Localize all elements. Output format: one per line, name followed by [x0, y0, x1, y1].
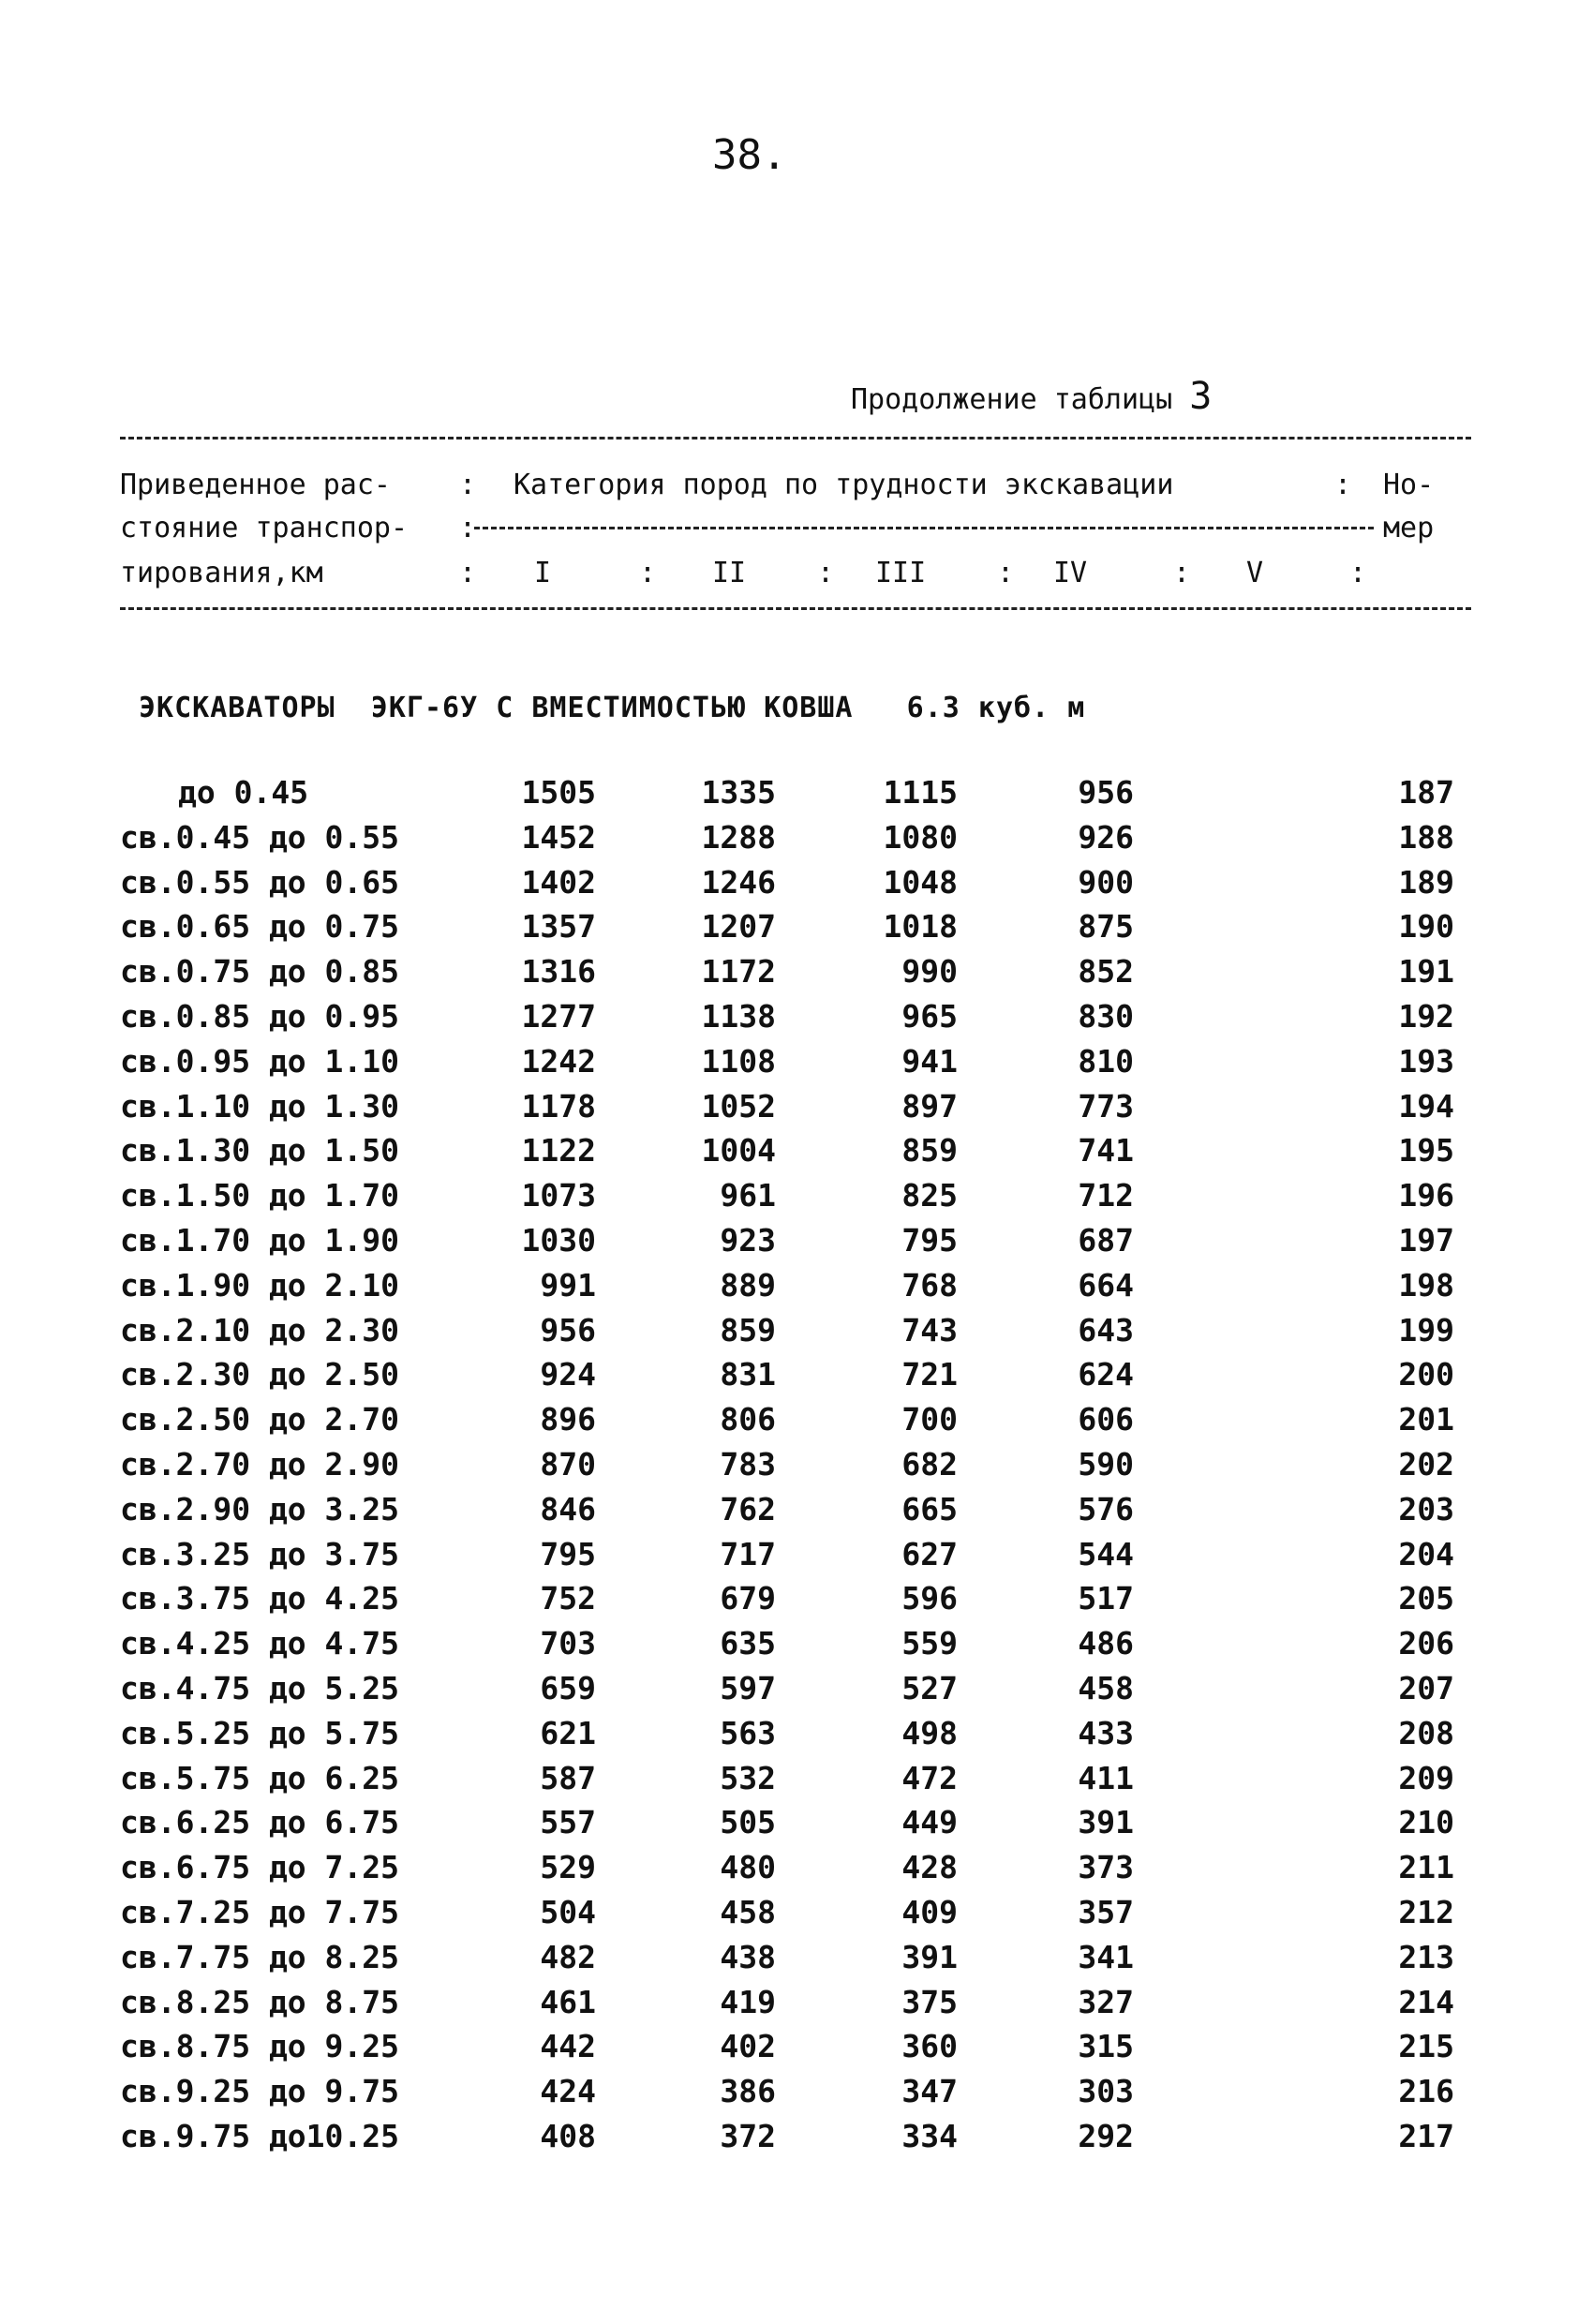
table-row [0, 1177, 1593, 1222]
value-cat-II: 419 [720, 1983, 776, 2020]
row-number: 190 [1398, 908, 1454, 946]
value-cat-I: 557 [540, 1804, 596, 1841]
value-cat-IV: 576 [1078, 1490, 1134, 1527]
value-cat-IV: 590 [1078, 1445, 1134, 1482]
row-number: 188 [1398, 818, 1454, 856]
value-cat-IV: 327 [1078, 1983, 1134, 2020]
value-cat-III: 334 [901, 2117, 958, 2154]
value-cat-II: 679 [720, 1580, 776, 1617]
value-cat-III: 498 [901, 1714, 958, 1751]
header-separator: : [1173, 557, 1191, 589]
value-cat-I: 703 [540, 1625, 596, 1662]
row-number: 200 [1398, 1356, 1454, 1393]
table-number: 3 [1189, 375, 1213, 418]
header-separator: : [459, 557, 477, 589]
table-row [0, 1670, 1593, 1715]
header-number-line1: Но- [1383, 469, 1435, 501]
value-cat-III: 1048 [883, 863, 958, 901]
row-range: св.0.45 до 0.55 [120, 818, 400, 856]
table-row [0, 1984, 1593, 2029]
row-number: 210 [1398, 1804, 1454, 1841]
value-cat-II: 889 [720, 1266, 776, 1304]
value-cat-III: 795 [901, 1221, 958, 1259]
value-cat-II: 762 [720, 1490, 776, 1527]
value-cat-II: 1246 [701, 863, 776, 901]
row-range: св.0.65 до 0.75 [120, 908, 400, 946]
value-cat-IV: 517 [1078, 1580, 1134, 1617]
row-number: 203 [1398, 1490, 1454, 1527]
value-cat-I: 991 [540, 1266, 596, 1304]
value-cat-III: 559 [901, 1625, 958, 1662]
header-separator: : [459, 512, 477, 544]
row-number: 207 [1398, 1669, 1454, 1706]
value-cat-II: 597 [720, 1669, 776, 1706]
table-row [0, 1894, 1593, 1939]
row-number: 206 [1398, 1625, 1454, 1662]
value-cat-II: 783 [720, 1445, 776, 1482]
value-cat-I: 529 [540, 1849, 596, 1886]
row-range: св.5.75 до 6.25 [120, 1759, 400, 1796]
value-cat-IV: 956 [1078, 774, 1134, 811]
value-cat-II: 372 [720, 2117, 776, 2154]
value-cat-IV: 664 [1078, 1266, 1134, 1304]
value-cat-I: 956 [540, 1311, 596, 1348]
value-cat-III: 825 [901, 1177, 958, 1214]
row-number: 189 [1398, 863, 1454, 901]
row-number: 217 [1398, 2117, 1454, 2154]
row-number: 198 [1398, 1266, 1454, 1304]
table-row [0, 1446, 1593, 1491]
header-bottom-rule [120, 607, 1471, 610]
header-category-II: II [712, 557, 747, 589]
value-cat-I: 752 [540, 1580, 596, 1617]
table-row [0, 1849, 1593, 1894]
table-row [0, 1760, 1593, 1805]
table-row [0, 908, 1593, 953]
table-row [0, 819, 1593, 864]
row-range: св.5.25 до 5.75 [120, 1714, 400, 1751]
table-row [0, 1312, 1593, 1357]
row-number: 211 [1398, 1849, 1454, 1886]
value-cat-IV: 852 [1078, 953, 1134, 991]
value-cat-I: 846 [540, 1490, 596, 1527]
row-number: 197 [1398, 1221, 1454, 1259]
value-cat-I: 442 [540, 2028, 596, 2065]
value-cat-II: 1335 [701, 774, 776, 811]
value-cat-I: 408 [540, 2117, 596, 2154]
value-cat-II: 717 [720, 1535, 776, 1572]
value-cat-III: 1080 [883, 818, 958, 856]
value-cat-I: 587 [540, 1759, 596, 1796]
row-range: св.8.25 до 8.75 [120, 1983, 400, 2020]
value-cat-II: 458 [720, 1893, 776, 1930]
value-cat-III: 897 [901, 1087, 958, 1125]
value-cat-I: 1122 [521, 1132, 596, 1169]
table-row [0, 1491, 1593, 1536]
value-cat-II: 532 [720, 1759, 776, 1796]
table-body [0, 774, 1593, 2163]
value-cat-III: 721 [901, 1356, 958, 1393]
header-separator: : [1334, 469, 1352, 501]
row-range: св.4.75 до 5.25 [120, 1669, 400, 1706]
value-cat-I: 1277 [521, 997, 596, 1035]
value-cat-II: 505 [720, 1804, 776, 1841]
value-cat-IV: 315 [1078, 2028, 1134, 2065]
header-number-line2: мер [1383, 512, 1435, 544]
value-cat-IV: 373 [1078, 1849, 1134, 1886]
value-cat-II: 806 [720, 1401, 776, 1438]
table-row [0, 1580, 1593, 1625]
value-cat-I: 1073 [521, 1177, 596, 1214]
row-number: 205 [1398, 1580, 1454, 1617]
value-cat-I: 924 [540, 1356, 596, 1393]
value-cat-IV: 926 [1078, 818, 1134, 856]
table-continuation-label [851, 375, 1212, 418]
table-row [0, 864, 1593, 909]
value-cat-IV: 687 [1078, 1221, 1134, 1259]
row-number: 199 [1398, 1311, 1454, 1348]
value-cat-I: 659 [540, 1669, 596, 1706]
row-range: св.0.95 до 1.10 [120, 1042, 400, 1080]
value-cat-IV: 712 [1078, 1177, 1134, 1214]
value-cat-IV: 830 [1078, 997, 1134, 1035]
row-number: 204 [1398, 1535, 1454, 1572]
value-cat-II: 480 [720, 1849, 776, 1886]
row-number: 208 [1398, 1714, 1454, 1751]
row-range: св.1.50 до 1.70 [120, 1177, 400, 1214]
value-cat-II: 961 [720, 1177, 776, 1214]
table-row [0, 2073, 1593, 2118]
page-number: 38. [712, 131, 787, 179]
section-title: ЭКСКАВАТОРЫ ЭКГ-6У С ВМЕСТИМОСТЬЮ КОВША 6.3 куб. м [139, 692, 1086, 724]
value-cat-IV: 741 [1078, 1132, 1134, 1169]
value-cat-I: 1316 [521, 953, 596, 991]
row-range: св.8.75 до 9.25 [120, 2028, 400, 2065]
header-col1-line2: стояние транспор- [120, 512, 409, 544]
table-row [0, 1222, 1593, 1267]
value-cat-IV: 606 [1078, 1401, 1134, 1438]
row-number: 196 [1398, 1177, 1454, 1214]
value-cat-II: 1004 [701, 1132, 776, 1169]
row-range: св.0.55 до 0.65 [120, 863, 400, 901]
value-cat-I: 870 [540, 1445, 596, 1482]
table-row [0, 1625, 1593, 1670]
value-cat-III: 682 [901, 1445, 958, 1482]
row-range: св.3.25 до 3.75 [120, 1535, 400, 1572]
value-cat-I: 482 [540, 1938, 596, 1975]
value-cat-I: 424 [540, 2073, 596, 2110]
value-cat-I: 1030 [521, 1221, 596, 1259]
row-range: св.1.70 до 1.90 [120, 1221, 400, 1259]
header-separator: : [817, 557, 835, 589]
table-row [0, 1401, 1593, 1446]
row-range: св.9.75 до10.25 [120, 2117, 400, 2154]
table-row [0, 1043, 1593, 1088]
header-separator: : [639, 557, 657, 589]
value-cat-III: 627 [901, 1535, 958, 1572]
value-cat-II: 386 [720, 2073, 776, 2110]
header-separator: : [997, 557, 1015, 589]
row-range: св.4.25 до 4.75 [120, 1625, 400, 1662]
value-cat-II: 563 [720, 1714, 776, 1751]
table-row [0, 2028, 1593, 2073]
header-category-V: V [1246, 557, 1264, 589]
row-number: 214 [1398, 1983, 1454, 2020]
header-col1-line3: тирования,км [120, 557, 323, 589]
value-cat-I: 1452 [521, 818, 596, 856]
value-cat-I: 504 [540, 1893, 596, 1930]
value-cat-III: 965 [901, 997, 958, 1035]
value-cat-III: 347 [901, 2073, 958, 2110]
value-cat-IV: 292 [1078, 2117, 1134, 2154]
value-cat-III: 990 [901, 953, 958, 991]
table-row [0, 998, 1593, 1043]
row-range: св.9.25 до 9.75 [120, 2073, 400, 2110]
row-number: 195 [1398, 1132, 1454, 1169]
value-cat-I: 1178 [521, 1087, 596, 1125]
value-cat-IV: 486 [1078, 1625, 1134, 1662]
value-cat-I: 1242 [521, 1042, 596, 1080]
row-number: 213 [1398, 1938, 1454, 1975]
value-cat-II: 1108 [701, 1042, 776, 1080]
row-number: 209 [1398, 1759, 1454, 1796]
value-cat-II: 1172 [701, 953, 776, 991]
row-range: св.3.75 до 4.25 [120, 1580, 400, 1617]
value-cat-I: 1505 [521, 774, 596, 811]
value-cat-III: 941 [901, 1042, 958, 1080]
value-cat-IV: 433 [1078, 1714, 1134, 1751]
table-row [0, 1536, 1593, 1581]
row-number: 194 [1398, 1087, 1454, 1125]
row-range: св.1.90 до 2.10 [120, 1266, 400, 1304]
value-cat-I: 1357 [521, 908, 596, 946]
value-cat-III: 665 [901, 1490, 958, 1527]
value-cat-II: 831 [720, 1356, 776, 1393]
value-cat-III: 743 [901, 1311, 958, 1348]
header-category-title: Категория пород по трудности экскавации [514, 469, 1174, 501]
table-row [0, 2118, 1593, 2163]
value-cat-I: 896 [540, 1401, 596, 1438]
table-row [0, 1132, 1593, 1177]
row-range: св.7.75 до 8.25 [120, 1938, 400, 1975]
value-cat-II: 1207 [701, 908, 776, 946]
header-col1-line1: Приведенное рас- [120, 469, 391, 501]
value-cat-II: 859 [720, 1311, 776, 1348]
row-number: 191 [1398, 953, 1454, 991]
value-cat-II: 923 [720, 1221, 776, 1259]
row-number: 215 [1398, 2028, 1454, 2065]
value-cat-IV: 357 [1078, 1893, 1134, 1930]
row-range: св.2.30 до 2.50 [120, 1356, 400, 1393]
row-range: до 0.45 [178, 774, 309, 811]
value-cat-IV: 624 [1078, 1356, 1134, 1393]
value-cat-I: 1402 [521, 863, 596, 901]
value-cat-III: 596 [901, 1580, 958, 1617]
row-number: 187 [1398, 774, 1454, 811]
header-mid-rule [474, 527, 1374, 529]
header-separator: : [459, 469, 477, 501]
table-row [0, 953, 1593, 998]
value-cat-IV: 900 [1078, 863, 1134, 901]
value-cat-I: 795 [540, 1535, 596, 1572]
row-range: св.6.75 до 7.25 [120, 1849, 400, 1886]
table-row [0, 1715, 1593, 1760]
table-row [0, 1356, 1593, 1401]
row-range: св.1.30 до 1.50 [120, 1132, 400, 1169]
value-cat-III: 1115 [883, 774, 958, 811]
value-cat-I: 461 [540, 1983, 596, 2020]
value-cat-II: 1138 [701, 997, 776, 1035]
value-cat-IV: 303 [1078, 2073, 1134, 2110]
table-row [0, 1088, 1593, 1133]
value-cat-II: 635 [720, 1625, 776, 1662]
value-cat-III: 859 [901, 1132, 958, 1169]
table-row [0, 774, 1593, 819]
table-row [0, 1804, 1593, 1849]
value-cat-II: 1052 [701, 1087, 776, 1125]
continuation-text: Продолжение таблицы [851, 383, 1173, 416]
value-cat-III: 375 [901, 1983, 958, 2020]
header-category-IV: IV [1053, 557, 1088, 589]
value-cat-II: 1288 [701, 818, 776, 856]
table-row [0, 1267, 1593, 1312]
value-cat-IV: 773 [1078, 1087, 1134, 1125]
row-range: св.1.10 до 1.30 [120, 1087, 400, 1125]
row-number: 202 [1398, 1445, 1454, 1482]
row-range: св.2.10 до 2.30 [120, 1311, 400, 1348]
row-range: св.2.50 до 2.70 [120, 1401, 400, 1438]
header-category-I: I [534, 557, 552, 589]
value-cat-IV: 810 [1078, 1042, 1134, 1080]
row-number: 216 [1398, 2073, 1454, 2110]
table-row [0, 1939, 1593, 1984]
value-cat-II: 438 [720, 1938, 776, 1975]
value-cat-IV: 643 [1078, 1311, 1134, 1348]
header-separator: : [1349, 557, 1367, 589]
value-cat-III: 472 [901, 1759, 958, 1796]
value-cat-IV: 544 [1078, 1535, 1134, 1572]
row-range: св.7.25 до 7.75 [120, 1893, 400, 1930]
row-range: св.2.70 до 2.90 [120, 1445, 400, 1482]
row-number: 193 [1398, 1042, 1454, 1080]
value-cat-III: 700 [901, 1401, 958, 1438]
value-cat-IV: 391 [1078, 1804, 1134, 1841]
value-cat-III: 428 [901, 1849, 958, 1886]
header-top-rule [120, 437, 1471, 439]
value-cat-III: 768 [901, 1266, 958, 1304]
row-range: св.0.85 до 0.95 [120, 997, 400, 1035]
row-range: св.6.25 до 6.75 [120, 1804, 400, 1841]
value-cat-IV: 458 [1078, 1669, 1134, 1706]
row-number: 212 [1398, 1893, 1454, 1930]
value-cat-I: 621 [540, 1714, 596, 1751]
value-cat-III: 527 [901, 1669, 958, 1706]
value-cat-IV: 411 [1078, 1759, 1134, 1796]
value-cat-III: 360 [901, 2028, 958, 2065]
value-cat-II: 402 [720, 2028, 776, 2065]
value-cat-IV: 875 [1078, 908, 1134, 946]
value-cat-III: 1018 [883, 908, 958, 946]
row-number: 201 [1398, 1401, 1454, 1438]
value-cat-III: 409 [901, 1893, 958, 1930]
value-cat-III: 449 [901, 1804, 958, 1841]
header-category-III: III [875, 557, 927, 589]
row-number: 192 [1398, 997, 1454, 1035]
value-cat-III: 391 [901, 1938, 958, 1975]
row-range: св.2.90 до 3.25 [120, 1490, 400, 1527]
value-cat-IV: 341 [1078, 1938, 1134, 1975]
row-range: св.0.75 до 0.85 [120, 953, 400, 991]
